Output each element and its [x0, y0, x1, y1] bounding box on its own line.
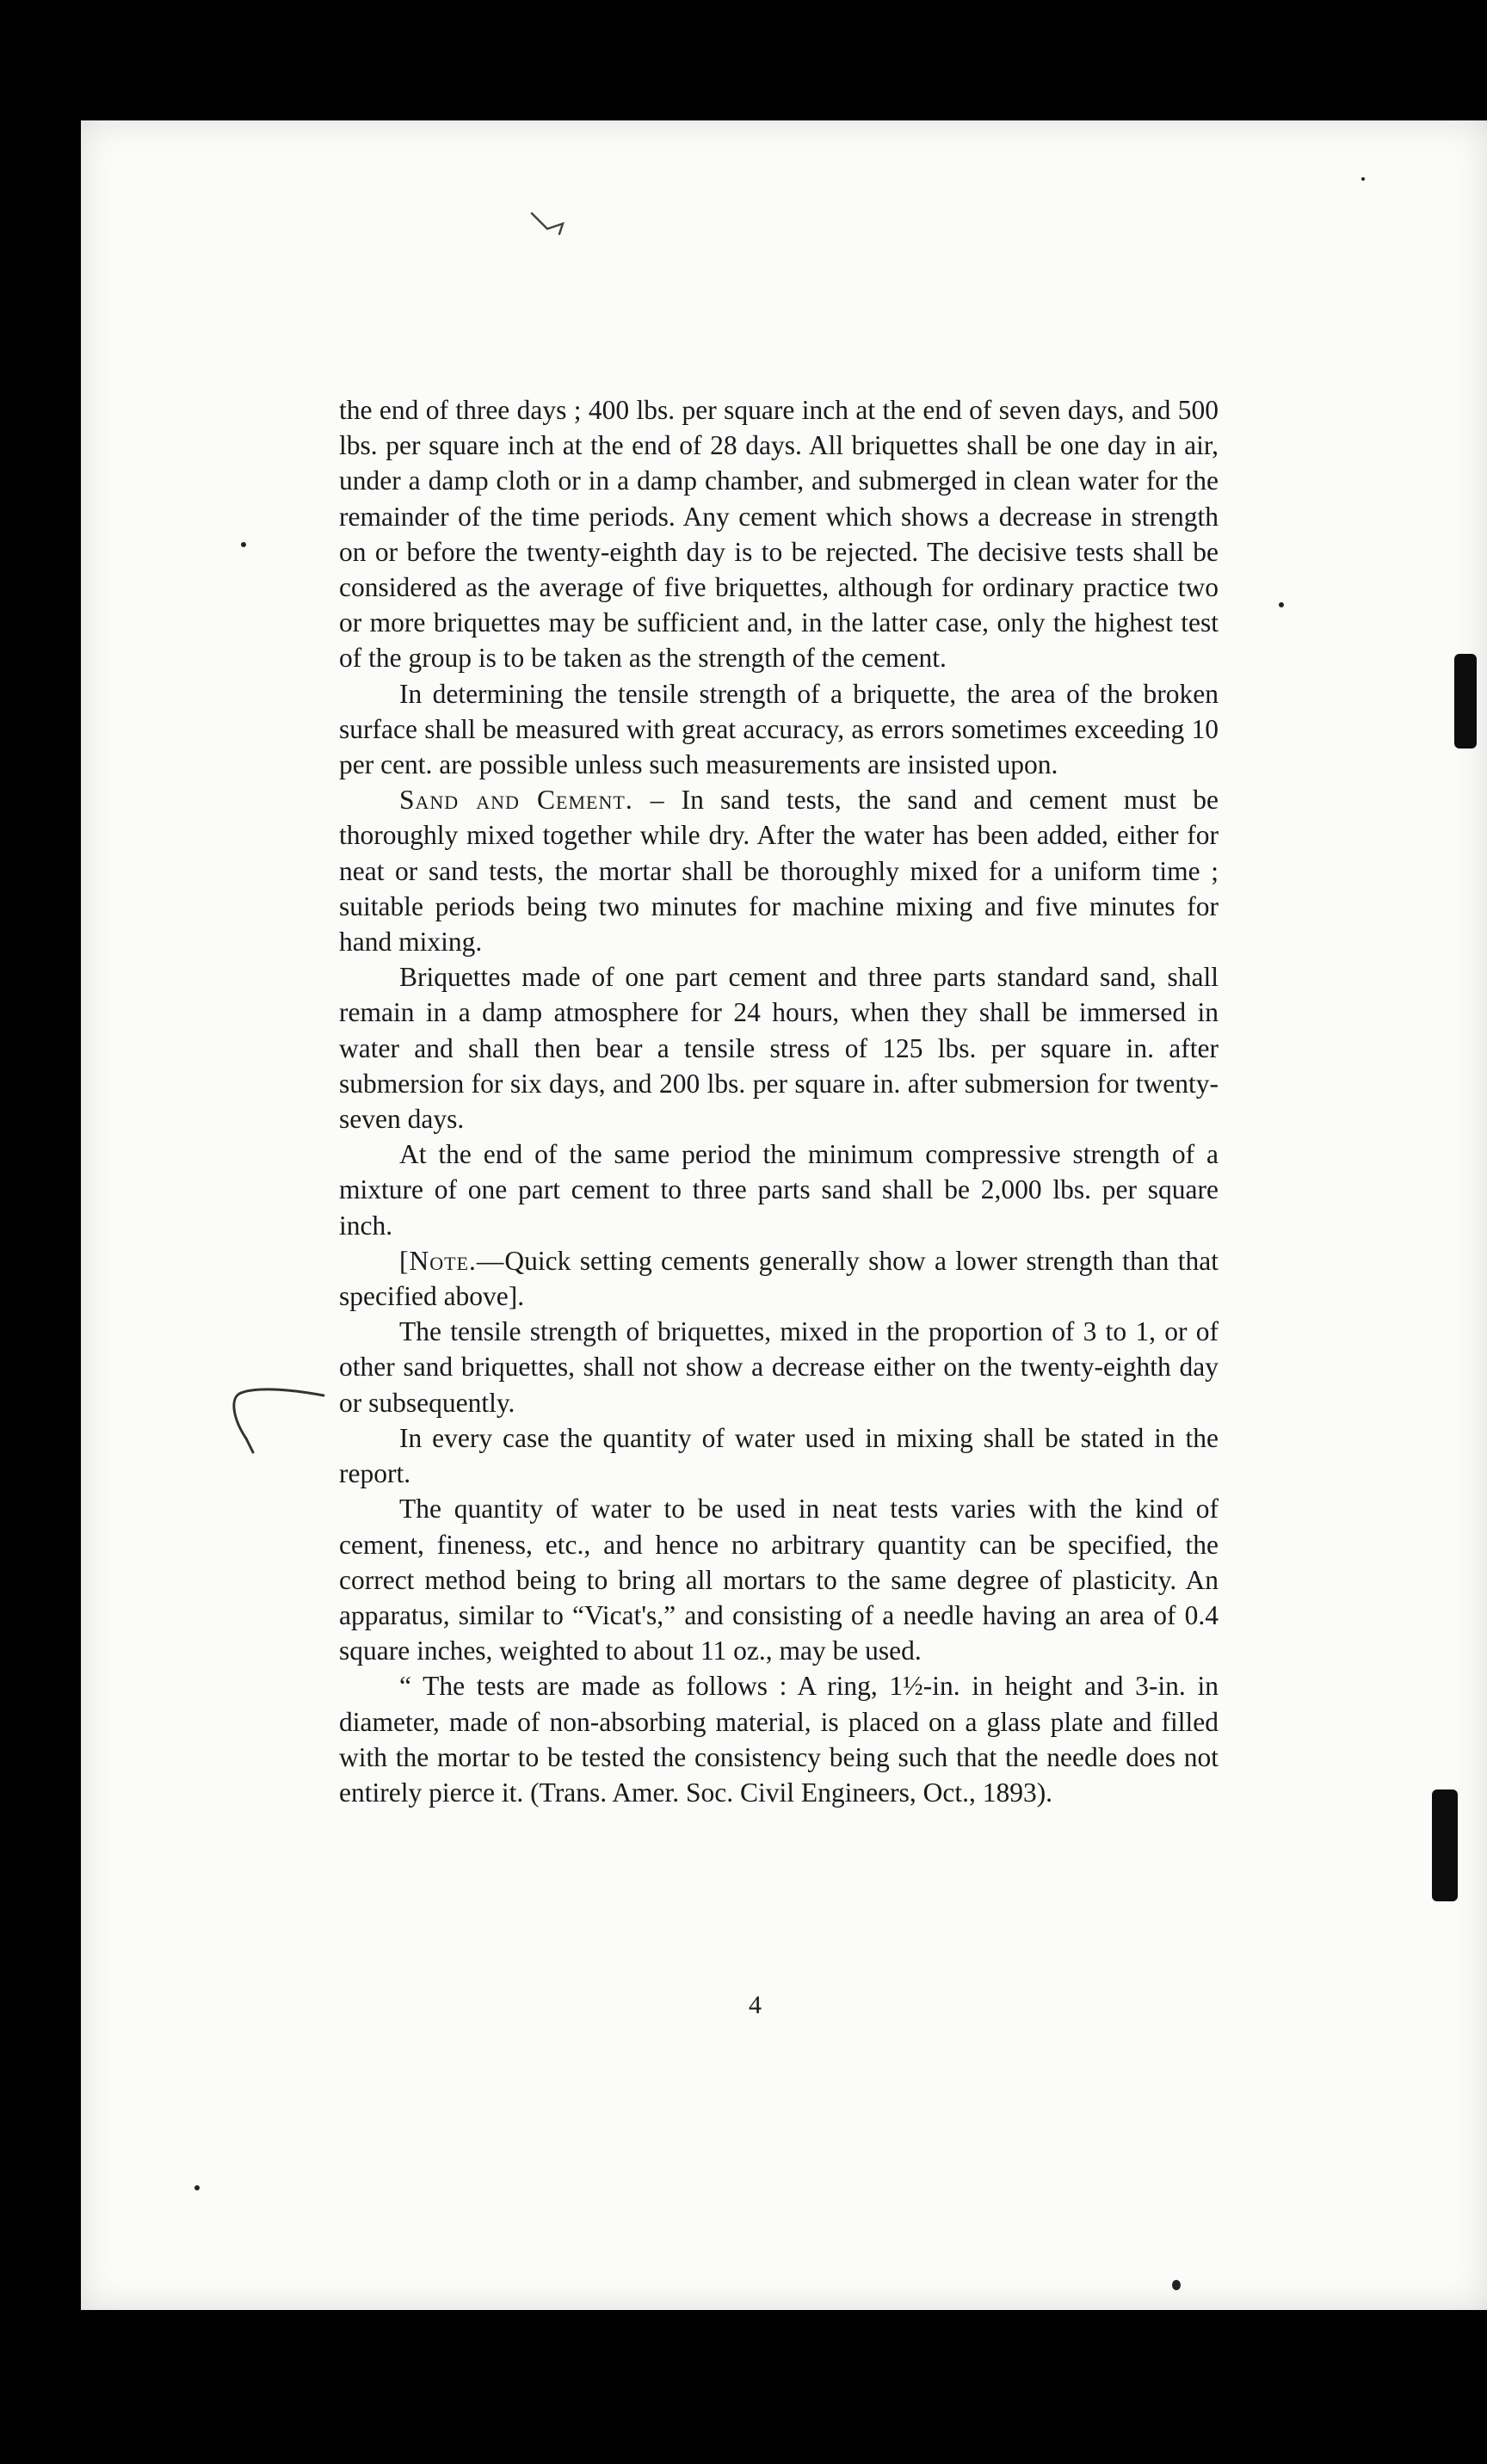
- paragraph-proportion: The tensile strength of briquettes, mixed in the proportion of 3 to 1, or of other sand briquettes, shall not show a decrease either on the twenty-eighth day or subsequently.: [339, 1316, 1219, 1418]
- body-text: [339, 392, 1219, 1810]
- paragraph-broken-surface: In determining the tensile strength of a briquette, the area of the broken surface shall be measured with great accuracy, as errors sometimes exceeding 10 per cent. are possible unless such measurements are insisted upon.: [339, 678, 1219, 780]
- edge-blot-bottom: [1432, 1789, 1458, 1901]
- handwritten-bracket-mark: [227, 1385, 330, 1463]
- note-heading: [Note.—: [399, 1245, 505, 1276]
- tick-mark: [528, 206, 580, 241]
- paragraph-compressive-strength: At the end of the same period the minimum compressive strength of a mixture of one part cement to three parts sand shall be 2,000 lbs. per square inch.: [339, 1139, 1219, 1241]
- scanned-page: [81, 120, 1487, 2310]
- dust-speck: [1361, 177, 1365, 181]
- paragraph-briquettes-standard-sand: Briquettes made of one part cement and three parts standard sand, shall remain in a damp atmosphere for 24 hours, when they shall be immersed in water and shall then bear a tensile stress of 125 lbs. per square in. after submersion for six days, and 200 lbs. per square in. after submersion for twenty-seven days.: [339, 962, 1219, 1135]
- paragraph-tensile-requirements: the end of three days ; 400 lbs. per square inch at the end of seven days, and 500 lbs. per square inch at the end of 28 days. All briquettes shall be one day in air, under a damp cloth or in a damp chamber, and submerged in clean water for the remainder of the time periods. Any cement which shows a decrease in strength on or before the twenty-eighth day is to be rejected. The decisive tests shall be considered as the average of five briquettes, although for ordinary practice two or more briquettes may be sufficient and, in the latter case, only the highest test of the group is to be taken as the strength of the cement.: [339, 395, 1219, 674]
- paragraph-neat-tests: The quantity of water to be used in neat tests varies with the kind of cement, fineness, etc., and hence no arbitrary quantity can be specified, the correct method being to bring all mortars to the same degree of plasticity. An apparatus, similar to “Vicat's,” and consisting of a needle having an area of 0.4 square inches, weighted to about 11 oz., may be used.: [339, 1494, 1219, 1666]
- sand-and-cement-text: In sand tests, the sand and cement must be thoroughly mixed together while dry. After the water has been added, either for neat or sand tests, the mortar shall be thoroughly mixed for a uniform time ; suitable periods being two minutes for machine mixing and five minutes for hand mixing.: [339, 785, 1219, 958]
- dust-speck: [241, 542, 246, 547]
- edge-blot-top: [1454, 654, 1477, 748]
- paragraph-test-procedure: “ The tests are made as follows : A ring, 1½-in. in height and 3-in. in diameter, made of non-absorbing material, is placed on a glass plate and filled with the mortar to be tested the consistency being such that the needle does not entirely pierce it. (Trans. Amer. Soc. Civil Engineers, Oct., 1893).: [339, 1671, 1219, 1808]
- page-number: 4: [749, 1991, 762, 2019]
- dust-speck: [1172, 2280, 1181, 2290]
- dust-speck: [1279, 602, 1284, 607]
- note-text: Quick setting cements generally show a lower strength than that specified above].: [339, 1245, 1219, 1312]
- paragraph-water-quantity-report: In every case the quantity of water used in mixing shall be stated in the report.: [339, 1422, 1219, 1489]
- paragraph-note: [339, 1243, 1219, 1314]
- section-heading-sand-and-cement: Sand and Cement. –: [399, 785, 665, 816]
- paragraph-sand-and-cement: [339, 782, 1219, 959]
- dust-speck: [194, 2185, 200, 2190]
